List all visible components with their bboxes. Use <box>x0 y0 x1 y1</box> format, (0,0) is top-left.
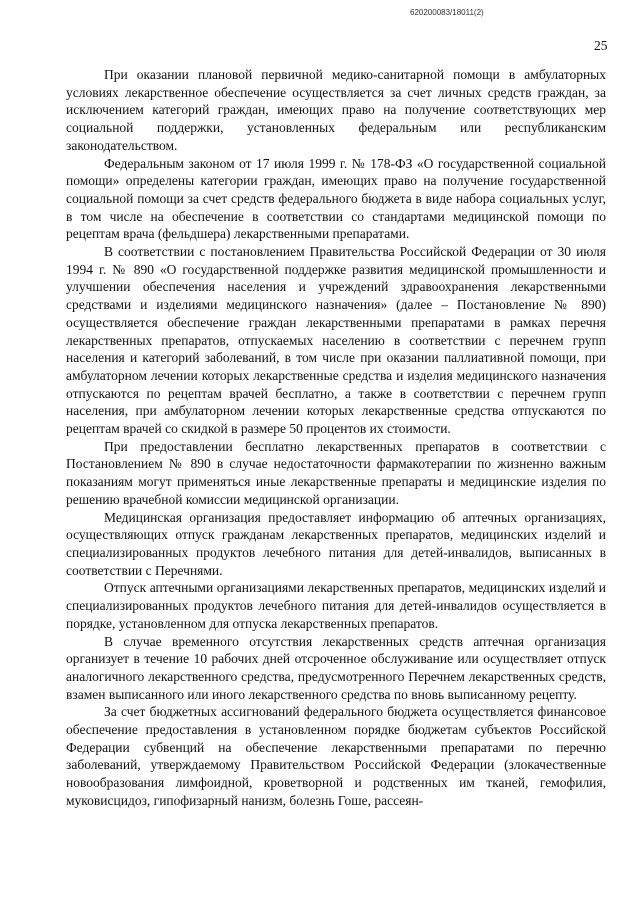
paragraph-outpatient-drug-provision: При оказании плановой первичной медико-санитарной помощи в амбулаторных условиях лекарственное обеспечение осуществляется за счет личных средств граждан, за исключением категорий граждан, имеющих право на получение соответствующих мер социальной поддержки, установленных федеральным или республиканским законодательством. <box>66 67 606 153</box>
paragraph-federal-law-178: Федеральным законом от 17 июля 1999 г. № 178-ФЗ «О государственной социальной помощи» определены категории граждан, имеющих право на получение государственной социальной помощи за счет средств федерального бюджета в виде набора социальных услуг, в том числе на обеспечение в соответствии со стандартами медицинской помощи по рецептам врача (фельдшера) лекарственными препаратами. <box>66 155 606 242</box>
document-body <box>66 66 606 810</box>
paragraph-pharmacy-info: Медицинская организация предоставляет информацию об аптечных организациях, осуществляющих отпуск гражданам лекарственных препаратов, медицинских изделий и специализированных продуктов лечебного питания для детей-инвалидов, выписанных в соответствии с Перечнями. <box>66 509 606 578</box>
paragraph-federal-budget: За счет бюджетных ассигнований федерального бюджета осуществляется финансовое обеспечение предоставления в установленном порядке бюджетам субъектов Российской Федерации субвенций на обеспечение лекарственными препаратами по перечню заболеваний, утверждаемому Правительством Российской Федерации (злокачественные новообразования лимфоидной, кроветворной и родственных им тканей, гемофилия, муковисцидоз, гипофизарный нанизм, болезнь Гоше, рассеян- <box>66 704 606 808</box>
paragraph-pharmacy-dispensing: Отпуск аптечными организациями лекарственных препаратов, медицинских изделий и специализированных продуктов лечебного питания для детей-инвалидов осуществляется в порядке, установленном для отпуска лекарственных препаратов. <box>66 580 606 631</box>
document-code: 620200083/18011(2) <box>410 8 484 17</box>
paragraph-free-drugs: При предоставлении бесплатно лекарственных препаратов в соответствии с Постановлением № 890 в случае недостаточности фармакотерапии по жизненно важным показаниям могут применяться иные лекарственные препараты и медицинские изделия по решению врачебной комиссии медицинской организации. <box>66 438 606 507</box>
paragraph-resolution-890: В соответствии с постановлением Правительства Российской Федерации от 30 июля 1994 г. № 890 «О государственной поддержке развития медицинской промышленности и улучшении обеспечения населения и учреждений здравоохранения лекарственными средствами и изделиями медицинского назначения» (далее – Постановление № 890) осуществляется обеспечение граждан лекарственными препаратами в рамках перечня лекарственных препаратов, отпускаемых населению в соответствии с перечнем групп населения и категорий заболеваний, в том числе при оказании паллиативной помощи, при амбулаторном лечении которых лекарственные средства и изделия медицинского назначения отпускаются по рецептам врачей бесплатно, а также в соответствии с перечнем групп населения, при амбулаторном лечении которых лекарственные средства отпускаются по рецептам врачей со скидкой в размере 50 процентов их стоимости. <box>66 244 606 437</box>
page-number: 25 <box>594 38 608 53</box>
paragraph-temporary-absence: В случае временного отсутствия лекарственных средств аптечная организация организует в течение 10 рабочих дней отсроченное обслуживание или осуществляет отпуск аналогичного лекарственного средства, предусмотренного Перечнем лекарственных средств, взамен выписанного или иного лекарственного средства по вновь выписанному рецепту. <box>66 633 606 702</box>
